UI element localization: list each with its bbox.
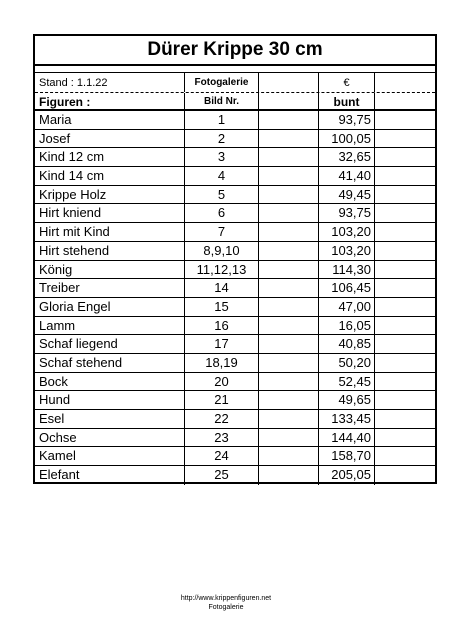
price: 205,05 (319, 466, 375, 485)
table-row (35, 410, 435, 429)
table-row (35, 429, 435, 448)
table-row (35, 223, 435, 242)
price: 133,45 (319, 410, 375, 428)
table-row (35, 279, 435, 298)
empty-cell (259, 373, 319, 391)
price: 40,85 (319, 335, 375, 353)
figure-name: Lamm (35, 317, 185, 335)
figure-name: Ochse (35, 429, 185, 447)
empty-cell (259, 279, 319, 297)
price: 50,20 (319, 354, 375, 372)
empty-cell (259, 204, 319, 222)
footer-label: Fotogalerie (208, 604, 244, 611)
empty-cell (375, 373, 435, 391)
price: 93,75 (319, 111, 375, 129)
price-list-table (33, 34, 437, 484)
empty-cell (259, 354, 319, 372)
header-empty-cell (259, 73, 319, 92)
table-row (35, 317, 435, 336)
figure-name: Schaf liegend (35, 335, 185, 353)
bild-nr: 21 (185, 391, 259, 409)
figure-name: Krippe Holz (35, 186, 185, 204)
price: 103,20 (319, 242, 375, 260)
figure-name: Schaf stehend (35, 354, 185, 372)
table-row (35, 447, 435, 466)
bild-nr: 11,12,13 (185, 261, 259, 279)
empty-cell (375, 261, 435, 279)
header-empty-cell (259, 93, 319, 109)
empty-cell (259, 391, 319, 409)
price: 103,20 (319, 223, 375, 241)
price: 16,05 (319, 317, 375, 335)
empty-cell (259, 335, 319, 353)
table-row (35, 335, 435, 354)
table-row (35, 186, 435, 205)
table-row (35, 130, 435, 149)
bild-nr: 7 (185, 223, 259, 241)
price: 100,05 (319, 130, 375, 148)
bild-nr: 15 (185, 298, 259, 316)
bild-nr: 17 (185, 335, 259, 353)
figure-name: Maria (35, 111, 185, 129)
footer-url: http://www.krippenfiguren.net (180, 595, 272, 602)
bild-nr: 1 (185, 111, 259, 129)
price: 41,40 (319, 167, 375, 185)
figure-name: Hirt mit Kind (35, 223, 185, 241)
figure-name: Bock (35, 373, 185, 391)
bild-nr: 2 (185, 130, 259, 148)
bild-nr: 14 (185, 279, 259, 297)
empty-cell (375, 186, 435, 204)
document-title: Dürer Krippe 30 cm (35, 36, 435, 66)
empty-cell (375, 298, 435, 316)
empty-cell (375, 111, 435, 129)
price: 114,30 (319, 261, 375, 279)
price: 93,75 (319, 204, 375, 222)
empty-cell (259, 261, 319, 279)
bild-nr: 25 (185, 466, 259, 485)
empty-cell (375, 223, 435, 241)
bild-nr: 18,19 (185, 354, 259, 372)
figure-name: Gloria Engel (35, 298, 185, 316)
figure-name: König (35, 261, 185, 279)
price: 32,65 (319, 148, 375, 166)
figure-name: Kind 12 cm (35, 148, 185, 166)
price: 47,00 (319, 298, 375, 316)
table-row (35, 167, 435, 186)
empty-cell (375, 447, 435, 465)
empty-cell (375, 354, 435, 372)
figure-name: Hirt stehend (35, 242, 185, 260)
bild-nr: 4 (185, 167, 259, 185)
empty-cell (375, 391, 435, 409)
empty-cell (375, 410, 435, 428)
table-row (35, 111, 435, 130)
page-footer (0, 594, 452, 612)
currency-header: € (319, 73, 375, 92)
empty-cell (375, 317, 435, 335)
bild-nr: 6 (185, 204, 259, 222)
table-row (35, 298, 435, 317)
figure-name: Esel (35, 410, 185, 428)
empty-cell (259, 223, 319, 241)
bild-nr: 22 (185, 410, 259, 428)
figure-name: Josef (35, 130, 185, 148)
table-row (35, 204, 435, 223)
figuren-header: Figuren : (35, 93, 185, 109)
figure-name: Hund (35, 391, 185, 409)
empty-cell (375, 335, 435, 353)
empty-cell (375, 466, 435, 485)
empty-cell (259, 130, 319, 148)
empty-cell (375, 429, 435, 447)
empty-cell (375, 204, 435, 222)
table-body (35, 111, 435, 485)
bild-nr: 8,9,10 (185, 242, 259, 260)
price: 144,40 (319, 429, 375, 447)
header-row-top (35, 73, 435, 93)
empty-cell (259, 429, 319, 447)
bild-nr: 16 (185, 317, 259, 335)
table-row (35, 391, 435, 410)
empty-cell (375, 148, 435, 166)
bild-nr: 23 (185, 429, 259, 447)
price: 106,45 (319, 279, 375, 297)
figure-name: Treiber (35, 279, 185, 297)
bunt-header: bunt (319, 93, 375, 109)
figure-name: Hirt kniend (35, 204, 185, 222)
empty-cell (375, 279, 435, 297)
figure-name: Elefant (35, 466, 185, 485)
header-row-bottom (35, 93, 435, 111)
empty-cell (259, 447, 319, 465)
table-row (35, 373, 435, 392)
bild-nr: 5 (185, 186, 259, 204)
table-row (35, 148, 435, 167)
header-empty-cell (375, 73, 435, 92)
price: 49,65 (319, 391, 375, 409)
empty-cell (259, 317, 319, 335)
price: 158,70 (319, 447, 375, 465)
figure-name: Kind 14 cm (35, 167, 185, 185)
empty-cell (375, 130, 435, 148)
empty-cell (259, 242, 319, 260)
table-row (35, 354, 435, 373)
table-row (35, 466, 435, 485)
title-spacer (35, 66, 435, 73)
price: 49,45 (319, 186, 375, 204)
empty-cell (375, 242, 435, 260)
table-row (35, 261, 435, 280)
table-row (35, 242, 435, 261)
bild-nr: 3 (185, 148, 259, 166)
empty-cell (259, 148, 319, 166)
bild-nr-header: Bild Nr. (185, 93, 259, 109)
figure-name: Kamel (35, 447, 185, 465)
empty-cell (259, 410, 319, 428)
price: 52,45 (319, 373, 375, 391)
empty-cell (259, 298, 319, 316)
empty-cell (375, 167, 435, 185)
empty-cell (259, 186, 319, 204)
empty-cell (259, 111, 319, 129)
fotogalerie-header: Fotogalerie (185, 73, 259, 92)
empty-cell (259, 466, 319, 485)
bild-nr: 20 (185, 373, 259, 391)
empty-cell (259, 167, 319, 185)
stand-label: Stand : 1.1.22 (35, 73, 185, 92)
bild-nr: 24 (185, 447, 259, 465)
header-empty-cell (375, 93, 435, 109)
